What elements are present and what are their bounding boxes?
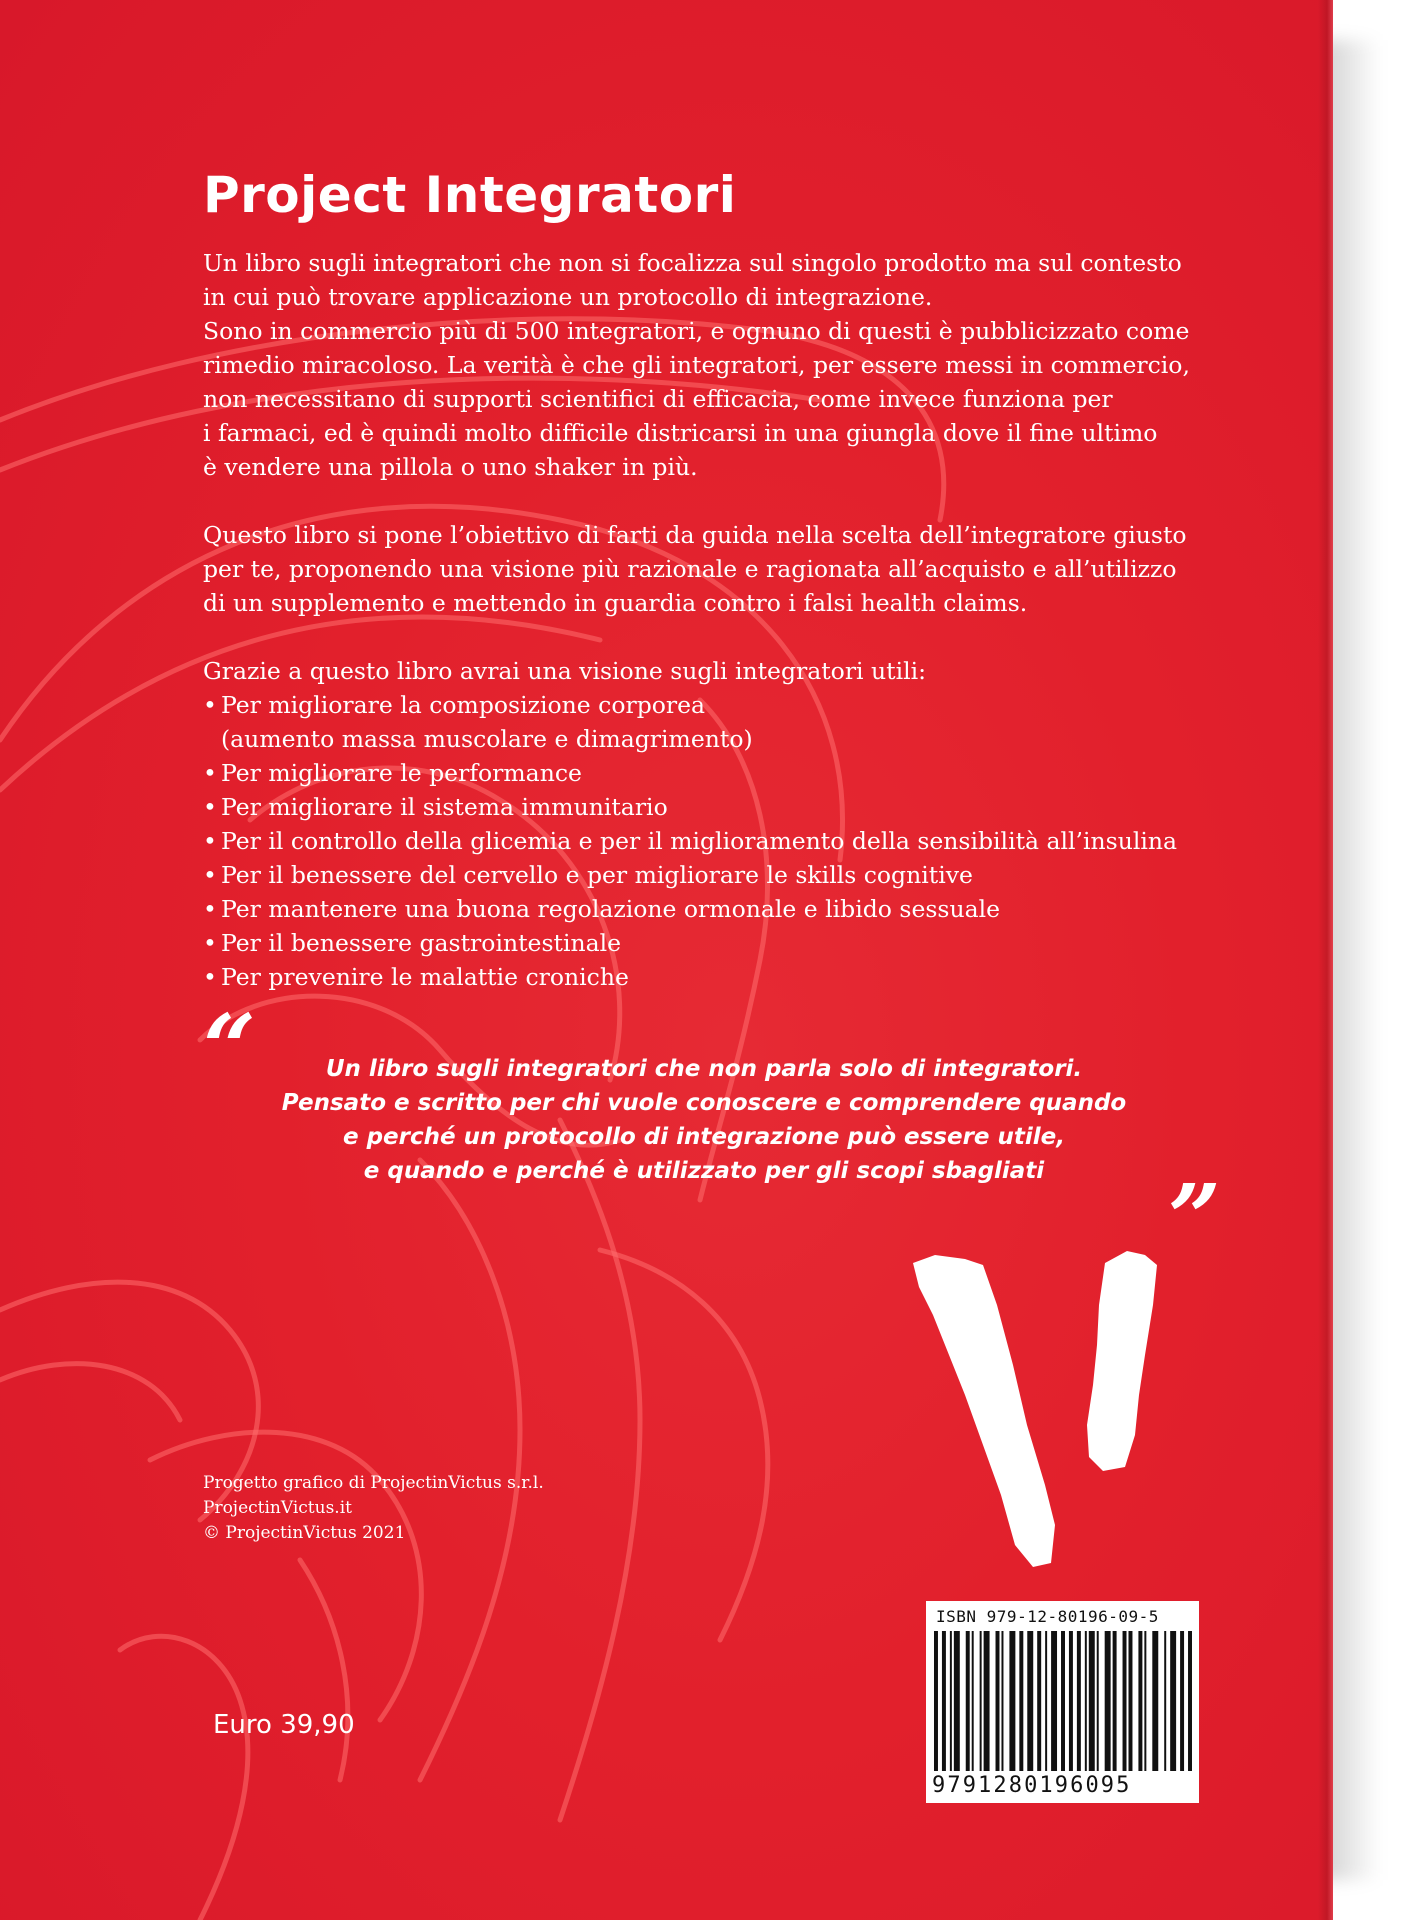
barcode-bars: [934, 1631, 1192, 1771]
isbn-label: ISBN 979-12-80196-09-5: [936, 1607, 1159, 1626]
quote-line: Pensato e scritto per chi vuole conoscere e comprendere quando: [281, 1090, 1127, 1116]
intro-line: in cui può trovare applicazione un protocollo di integrazione.: [203, 283, 933, 311]
barcode-bar: [1061, 1631, 1065, 1771]
list-item: • Per il controllo della glicemia e per il miglioramento della sensibilità all’insulina: [203, 824, 1233, 858]
book-title: Project Integratori: [203, 166, 737, 224]
bullet-icon: •: [203, 759, 217, 787]
intro-line: Sono in commercio più di 500 integratori, e ognuno di questi è pubblicizzato come: [203, 317, 1190, 345]
list-item: • Per il benessere gastrointestinale: [203, 926, 1233, 960]
quote-line: e quando e perché è utilizzato per gli scopi sbagliati: [363, 1158, 1045, 1184]
intro-line: i farmaci, ed è quindi molto difficile districarsi in una giungla dove il fine ultimo: [203, 419, 1158, 447]
barcode-bar: [980, 1631, 982, 1771]
list-item: (aumento massa muscolare e dimagrimento): [221, 725, 753, 753]
barcode-bar: [1128, 1631, 1132, 1771]
cover-spine-edge: [1318, 0, 1333, 1920]
barcode-bar: [1085, 1631, 1087, 1771]
goal-line: Questo libro si pone l’obiettivo di farti da guida nella scelta dell’integratore giusto: [203, 521, 1187, 549]
close-quote-icon: ”: [1168, 1164, 1221, 1272]
bullet-icon: •: [203, 691, 217, 719]
barcode-bar: [1077, 1631, 1081, 1771]
quote-line: e perché un protocollo di integrazione può essere utile,: [342, 1124, 1066, 1150]
bullet-icon: •: [203, 861, 217, 889]
credit-line: Progetto grafico di ProjectinVictus s.r.l.: [203, 1473, 544, 1493]
barcode-bar: [942, 1631, 946, 1771]
barcode-bar: [1045, 1631, 1047, 1771]
barcode-bar: [1019, 1631, 1023, 1771]
bullet-icon: •: [203, 895, 217, 923]
list-intro: Grazie a questo libro avrai una visione sugli integratori utili:: [203, 657, 927, 685]
barcode-bar: [966, 1631, 970, 1771]
list-item: • Per il benessere del cervello e per migliorare le skills cognitive: [203, 858, 1233, 892]
barcode-bar: [1105, 1631, 1111, 1771]
barcode-bar: [1097, 1631, 1099, 1771]
intro-line: rimedio miracoloso. La verità è che gli integratori, per essere messi in commercio,: [203, 351, 1190, 379]
barcode-bar: [1152, 1631, 1158, 1771]
list-item: • Per migliorare il sistema immunitario: [203, 790, 1233, 824]
list-item: • Per migliorare la composizione corporea: [203, 688, 1233, 722]
barcode-bar: [1089, 1631, 1095, 1771]
price-label: Euro 39,90: [213, 1710, 355, 1740]
barcode-bar: [1027, 1631, 1033, 1771]
pull-quote: [240, 1052, 1168, 1188]
ean-digits: 9791280196095: [932, 1773, 1132, 1798]
bullet-icon: •: [203, 929, 217, 957]
intro-line: Un libro sugli integratori che non si focalizza sul singolo prodotto ma sul contesto: [203, 249, 1182, 277]
list-item: • Per prevenire le malattie croniche: [203, 960, 1233, 994]
barcode-bar: [1180, 1631, 1184, 1771]
barcode-bar: [1144, 1631, 1146, 1771]
v-logo-icon: [905, 1245, 1185, 1570]
barcode-bar: [984, 1631, 990, 1771]
credits: [203, 1471, 544, 1546]
benefits-list: [203, 688, 1233, 994]
intro-line: non necessitano di supporti scientifici di efficacia, come invece funziona per: [203, 385, 1113, 413]
barcode-bar: [1113, 1631, 1117, 1771]
credit-line: ProjectinVictus.it: [203, 1498, 352, 1518]
barcode-bar: [1037, 1631, 1041, 1771]
isbn-barcode: [926, 1601, 1199, 1803]
barcode-bar: [934, 1631, 938, 1771]
barcode-bar: [1001, 1631, 1003, 1771]
goal-line: di un supplemento e mettendo in guardia contro i falsi health claims.: [203, 589, 1028, 617]
open-quote-icon: “: [203, 994, 256, 1102]
barcode-bar: [1009, 1631, 1015, 1771]
barcode-bar: [972, 1631, 974, 1771]
intro-line: è vendere una pillola o uno shaker in più.: [203, 453, 698, 481]
credit-line: © ProjectinVictus 2021: [203, 1523, 406, 1543]
bullet-icon: •: [203, 793, 217, 821]
goal-line: per te, proponendo una visione più razionale e ragionata all’acquisto e all’utilizzo: [203, 555, 1177, 583]
quote-line: Un libro sugli integratori che non parla solo di integratori.: [325, 1056, 1083, 1082]
list-item: • Per migliorare le performance: [203, 756, 1233, 790]
barcode-bar: [1138, 1631, 1142, 1771]
barcode-bar: [954, 1631, 960, 1771]
barcode-bar: [1170, 1631, 1176, 1771]
list-item: • Per mantenere una buona regolazione ormonale e libido sessuale: [203, 892, 1233, 926]
barcode-bar: [950, 1631, 952, 1771]
barcode-bar: [1188, 1631, 1192, 1771]
barcode-bar: [1069, 1631, 1073, 1771]
bullet-icon: •: [203, 963, 217, 991]
blurb: [203, 246, 1233, 994]
barcode-bar: [996, 1631, 1000, 1771]
barcode-bar: [1164, 1631, 1166, 1771]
barcode-bar: [1123, 1631, 1127, 1771]
barcode-bar: [1051, 1631, 1057, 1771]
bullet-icon: •: [203, 827, 217, 855]
